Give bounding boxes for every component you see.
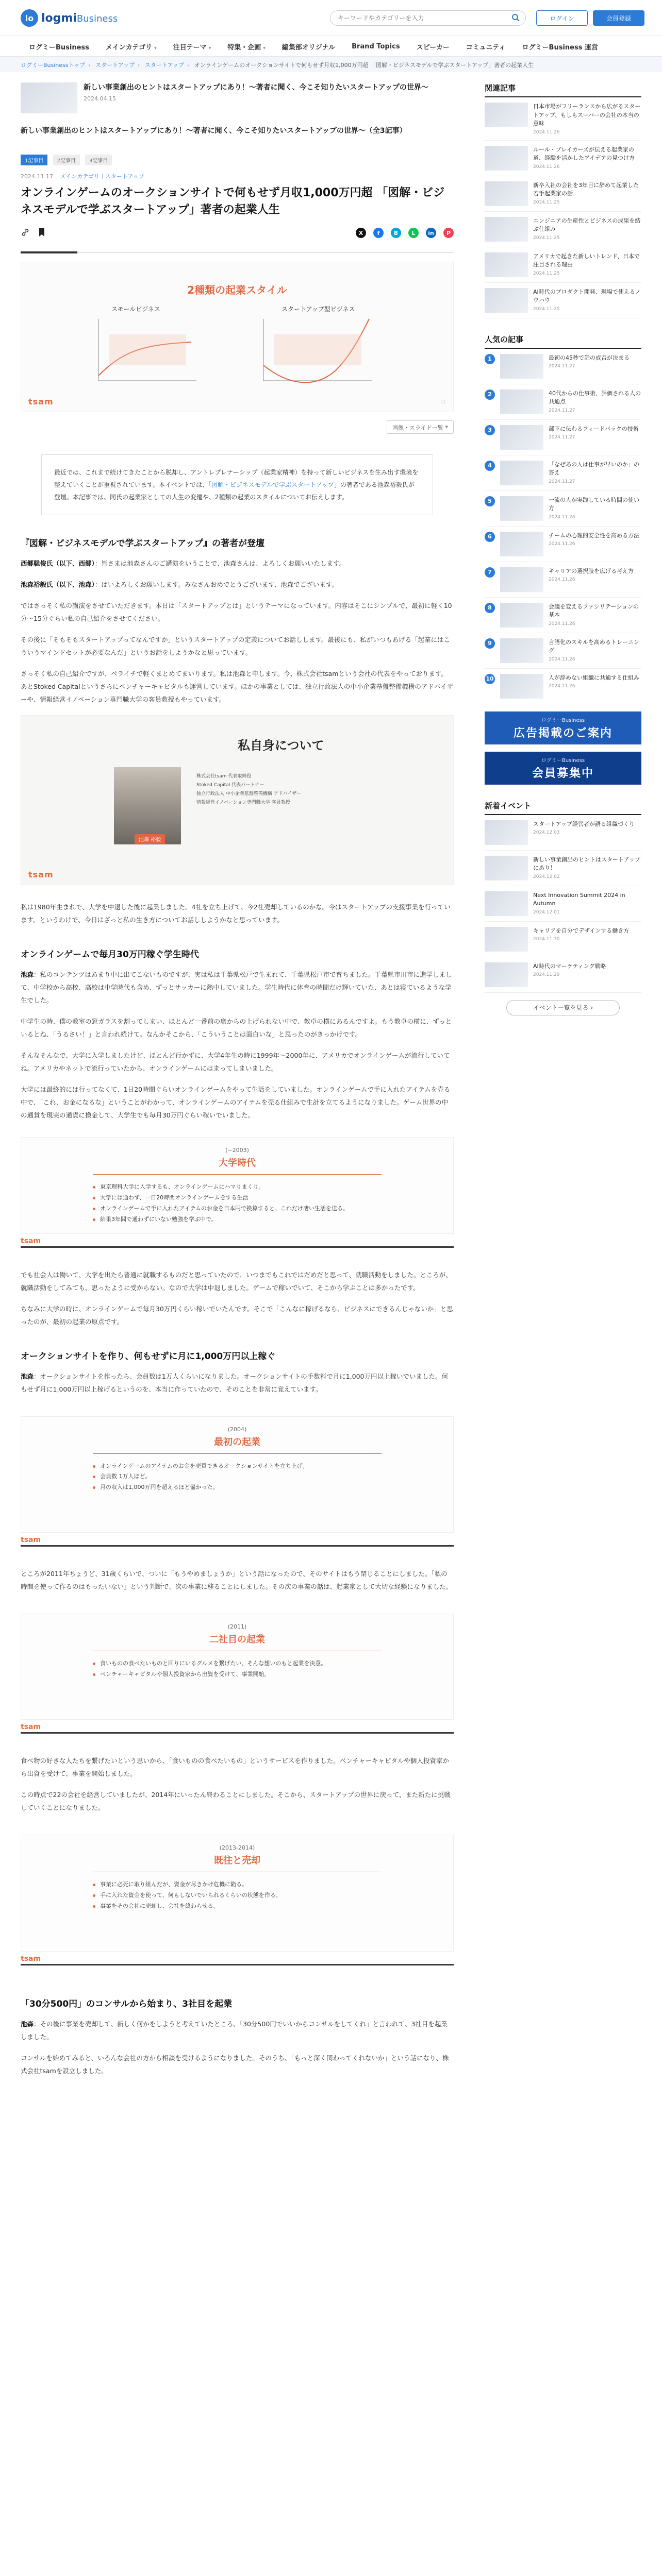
link-icon[interactable] — [21, 228, 30, 237]
tab-article-2[interactable]: 2記事目 — [53, 155, 80, 165]
events-item[interactable] — [485, 886, 641, 922]
slide-graphs — [21, 298, 454, 401]
speaker-name-tag: 池森 裕毅 — [135, 834, 165, 844]
chevron-down-icon: ▾ — [154, 45, 157, 51]
slide-title: 私自身について — [238, 738, 324, 753]
news-title[interactable]: ルール・ブレイカーズが伝える起業家の道、経験を活かしたアイデアの見つけ方 — [533, 146, 635, 161]
breadcrumb-current: オンラインゲームのオークションサイトで何もせず月収1,000万円超 「図解・ビジネスモデルで学ぶスタートアップ」著者の起業人生 — [194, 62, 534, 69]
search-icon[interactable] — [511, 13, 520, 22]
register-button[interactable]: 会員登録 — [593, 10, 644, 26]
thumbnail[interactable] — [500, 567, 543, 592]
tab-article-1[interactable]: 1記事目 — [21, 155, 47, 165]
article-column: 新しい事業創出のヒントはスタートアップにあり！～著者に聞く、今こそ知りたいスタートアップの世界～ 2024.04.15 新しい事業創出のヒントはスタートアップにあり！～著者に聞く、今こそ知りたいスタートアップの世界～（全3記事） 1記事目 2記事目 3記事目 2024.11.17 メインカテゴリ｜スタートアップ オンラインゲームのオークションサイトで何もせず月収1,000万円超 「図解・ビジネスモデルで学ぶスタートアップ」著者の起業人生 X f B L in P 2種類の起業スタイル スモールビジネス スタートアップ型ビジネス tsam ▢ 画像・スライド一覧 ▾ 最近では、これまで続けてきたことから脱却し、アントレプレナーシップ（起業家精神）を持って新しいビジネスを生み出す環境を整えていくことが重視されています。本イベントでは、「図解・ビジネスモデルで学ぶスタートアップ」の著者である池森裕毅氏が登壇。本記事では、同氏の起業家としての人生の変遷や、2種類の起業のスタイルについてお伝えします。 『図解・ビジネスモデルで学ぶスタートアップ』の著者が登壇 西郷聡俊氏（以下、西郷）：皆さまは池森さんのご講演をいうことで、池森さんは、よろしくお願いいたします。 池森裕毅氏（以下、池森）：はいよろしくお願いします。みなさんおめでとうございます、池森でございます。 ではさっそく私の講演をさせていただきます。本日は「スタートアップとは」というテーマになっています。内容はそこにシンプルで、最初に軽く10分～15分ぐらい私の自己紹介をさせてください。 その後に「そもそもスタートアップってなんですか」というスタートアップの定義についてお話しします。最後にも、私がいつもあげる「起業にはこういうマインドセットが必要なんだ」というお話をしようかなと思っています。 さっそく私の自己紹介ですが、ペライチで軽くまとめてまいります。私は池森と申します。今、株式会社tsamという会社の代表をやっております。あとStoked Capitalというさらにベンチャーキャピタルも運営しています。ほかの事業としては、独立行政法人の中小企業基盤整備機構のアドバイザーや、情報経営イノベーション専門職大学の客員教授もやっています。 私自身について 池森 裕毅 株式会社tsam 代表取締役 Stoked Capital 代表パートナー 独立行政法人 中小企業基盤整備機構 アドバイザー 情報経営イノベーション専門職大学 客員教授 tsam 私は1980年生まれで、大学を中退した後に起業しました。4社を立ち上げて、今2社売却しているのかな。今はスタートアップの支援事業を行っています。というわけで、今日はざっと私の生き方についてお話ししようかなと思っています。 オンラインゲームで毎月30万円稼ぐ学生時代 池森：私のコンテンツはあまり中に出てこないものですが、実は私は千葉県松戸で生まれて、千葉県松戸市で育ちました。千葉県市川市に進学しまして、中学校から高校、高校は中学時代も含め、ずっとサッカーに熱中していました。学生時代に体育の時間だけ輝いていた、あとは寝ているような学生でした。 中学生の時、僕の教室の窓ガラスを割ってしまい、ほとんど一番前の席からの上げられない中で、教卓の横にあるんですよ。もう教卓の横に、ずっといるとね、「うるさい！」と言われ続けて。なんかそこから、「こういうことは面白いな」と思ったのがきっかけです。 そんなそんなで、大学に入学しましたけど、ほとんど行かずに、大学4年生の時に1999年～2000年に、アメリカでオンラインゲームが流行していてね。アメリカやネットで流行っていたから、オンラインゲームにはまってしまいました。 大学には最終的には行ってなくて、1日20時間ぐらいオンラインゲームをやって生活をしていました。オンラインゲームで手に入れたアイテムを売る中で、「これ、お金になるな」ということがわかって、オンラインゲームのアイテムを売る仕組みで生計を立てるようになりました。ゲーム世界の中の通貨を現実の通貨に換金して、大学生でも毎月30万円ぐらい稼いでいました。 (~2003) 大学時代 東京理科大学に入学するも、オンラインゲームにハマりまくり。 大学には通わず、一日20時間オンラインゲームをする生活 オンラインゲームで手に入れたアイテムのお金を日本円で換算すると、これだけ凄い生活を送る。 結果3年間で通わずにいない勉強を学ぶ中で。 tsam でも社会人は働いて、大学を出たら普通に就職するものだと思っていたので、いつまでもこれではだめだと思って、就職活動をしました。ところが、就職活動をしてみても、思ったように受からない。なので大学は中退しました。ゲームで稼いでいて、そこから学ぶことは多かったです。 ちなみに大学の時に、オンラインゲームで毎月30万円くらい稼いでいたんです。そこで「こんなに稼げるなら、ビジネスにできるんじゃないか」と思ったのが、最初の起業の原点です。 オークションサイトを作り、何もせずに月に1,000万円以上稼ぐ 池森：オークションサイトを作ったら、会員数は1万人くらいになりました。オークションサイトの手数料で月に1,000万円以上稼いでいました。何もせず月に1,000万円以上稼げるというのを、本当に作っていたので、そのことを非常に覚えています。 (2004) 最初の起業 オンラインゲームのアイテムのお金を売買できるオークションサイトを立ち上げ。 会員数 1万人ほど。 月の収入は1,000万円を超えるほど儲かった。 tsam ところが2011年ちょうど、31歳くらいで、ついに「もうやめましょうか」という話になったので、そのサイトはもう閉じることにしました。「私の時間を使って作るのはもったいない」という判断で、次の事業に移ることにしました。その次の事業の話は、起業家として大切な経験になりました。 (2011) 二社目の起業 食いものの食べたいものと回りにいるグルメを繋げたい、そんな想いのもと起業を決意。 ベンチャーキャピタルや個人投資家から出資を受けて、事業開始。 tsam 食べ物の好きな人たちを繋げたいという思いから、「食いものの食べたいもの」というサービスを作りました。ベンチャーキャピタルや個人投資家から出資を受けて、事業を開始しました。 この時点で22の会社を経営していましたが、2014年にいったん終わることにしました。そこから、スタートアップの世界に戻って、また新たに挑戦していくことになりました。 (2013-2014) 既往と売却 事業に必死に取り組んだが、資金が尽きかけ危機に陥る。 手に入れた資金を使って、何もしないでいられるくらいの状態を作る。 事業をその会社に売却し、会社を終わらせる。 tsam 「30分500円」のコンサルから始まり、3社目を起業 池森：その後に事業を売却して、新しく何かをしようと考えていたところ、「30分500円でいいからコンサルをしてくれ」と言われて、3社目を起業しました。 コンサルを始めてみると、いろんな会社の方から相談を受けるようになりました。そのうち、「もっと深く関わってくれないか」という話になり、株式会社tsamを設立しました。 — [21, 83, 454, 2075]
popular-title[interactable]: 人が辞めない組織に共通する仕組み — [549, 674, 639, 681]
breadcrumb-bar — [0, 57, 662, 72]
search-input[interactable] — [330, 10, 526, 26]
breadcrumb-category[interactable]: スタートアップ — [95, 62, 135, 69]
article-date: 2024.11.17 — [21, 173, 53, 180]
share-row — [21, 226, 454, 241]
events-item[interactable] — [485, 922, 641, 957]
thumbnail[interactable] — [485, 146, 528, 171]
thumbnail[interactable] — [485, 103, 528, 127]
small-business-label: スモールビジネス — [111, 306, 160, 313]
chevron-down-icon: ▾ — [208, 45, 211, 51]
nav-item-0[interactable]: ログミーBusiness — [29, 43, 89, 52]
popular-title[interactable]: 40代からの仕事術、評価される人の共通点 — [549, 389, 641, 405]
news-item[interactable] — [485, 247, 641, 283]
logo-sub: Business — [76, 13, 118, 24]
rank-badge: 1 — [485, 354, 495, 364]
breadcrumb: ログミーBusinessトップ › スタートアップ › スタートアップ › オンラインゲームのオークションサイトで何もせず月収1,000万円超 「図解・ビジネスモデルで学ぶスタートアップ」著者の起業人生 — [21, 62, 534, 69]
main-nav — [0, 36, 662, 57]
rank-badge: 4 — [485, 461, 495, 471]
thumbnail[interactable] — [500, 354, 543, 379]
section-heading-2: オンラインゲームで毎月30万円稼ぐ学生時代 — [21, 950, 199, 960]
logo-mark: lo — [21, 9, 38, 27]
events-date: 2024.11.29 — [533, 972, 560, 977]
events-date: 2024.11.30 — [533, 937, 560, 942]
events-item[interactable] — [485, 815, 641, 851]
news-date: 2024.11.25 — [533, 270, 560, 276]
thumbnail[interactable] — [500, 638, 543, 663]
popular-articles-heading: 人気の記事 — [485, 334, 641, 349]
thumbnail[interactable] — [500, 389, 543, 414]
popular-date: 2024.11.26 — [549, 541, 575, 547]
breadcrumb-home[interactable]: ログミーBusinessトップ — [21, 62, 86, 69]
series-header[interactable] — [21, 82, 454, 121]
news-item[interactable] — [485, 141, 641, 176]
events-title[interactable]: スタートアップ経営者が語る組織づくり — [533, 820, 635, 827]
slide-two-styles[interactable]: 2種類の起業スタイル スモールビジネス スタートアップ型ビジネス tsam ▢ — [21, 262, 454, 412]
chevron-down-icon: ▾ — [263, 45, 266, 51]
thumbnail[interactable] — [500, 496, 543, 521]
news-title[interactable]: 日本市場がフリーランスから広がるスタートアップ、もしもスーパーの会社の本当の意味 — [533, 103, 641, 127]
news-date: 2024.11.25 — [533, 306, 560, 312]
popular-date: 2024.11.26 — [549, 621, 575, 626]
popular-date: 2024.11.26 — [549, 684, 575, 689]
thumbnail[interactable] — [500, 532, 543, 556]
popular-item[interactable] — [485, 491, 641, 527]
series-title[interactable]: 新しい事業創出のヒントはスタートアップにあり！～著者に聞く、今こそ知りたいスタートアップの世界～ — [84, 83, 428, 92]
nav-item-1[interactable]: メインカテゴリ ▾ — [105, 43, 157, 52]
linkedin-share-icon[interactable]: in — [426, 228, 436, 238]
timeline-second-startup[interactable]: (2011) 二社目の起業 食いものの食べたいものと回りにいるグルメを繋げたい、そんな想いのもと起業を決意。 ベンチャーキャピタルや個人投資家から出資を受けて、事業開始。 — [21, 1614, 454, 1720]
ad-banner-advertising[interactable]: ログミーBusiness 広告掲載のご案内 — [485, 711, 641, 744]
popular-date: 2024.11.27 — [549, 408, 575, 413]
news-item[interactable] — [485, 212, 641, 247]
line-share-icon[interactable]: L — [408, 228, 419, 238]
news-item[interactable] — [485, 283, 641, 318]
thumbnail[interactable] — [485, 856, 528, 880]
events-title[interactable]: AI時代のマーケティング戦略 — [533, 962, 606, 970]
slide-brand: tsam — [28, 397, 54, 406]
popular-item[interactable] — [485, 598, 641, 633]
hatena-share-icon[interactable]: B — [391, 228, 401, 238]
rank-badge: 6 — [485, 532, 495, 542]
bookmark-icon[interactable] — [38, 228, 45, 237]
thumbnail[interactable] — [485, 962, 528, 987]
thumbnail[interactable] — [500, 674, 543, 699]
popular-item[interactable] — [485, 633, 641, 669]
news-title[interactable]: アメリカで起きた新しいトレンド、日本で注目される理由 — [533, 252, 640, 268]
events-title[interactable]: キャリアを自分でデザインする働き方 — [533, 927, 630, 934]
news-title[interactable]: AI時代のプロダクト開発、現場で使えるノウハウ — [533, 288, 641, 303]
rank-badge: 7 — [485, 567, 495, 578]
rank-badge: 3 — [485, 425, 495, 435]
book-link[interactable]: 図解・ビジネスモデルで学ぶスタートアップ — [211, 481, 334, 488]
news-item[interactable] — [485, 97, 641, 141]
startup-label: スタートアップ型ビジネス — [282, 306, 355, 313]
facebook-share-icon[interactable]: f — [373, 228, 384, 238]
article-intro: 最近では、これまで続けてきたことから脱却し、アントレプレナーシップ（起業家精神）を持って新しいビジネスを生み出す環境を整えていくことが重視されています。本イベントでは、「図解・ビジネスモデルで学ぶスタートアップ」の著者である池森裕毅氏が登壇。本記事では、同氏の起業家としての人生の変遷や、2種類の起業のスタイルについてお伝えします。 — [41, 454, 433, 515]
nav-item-8[interactable]: ログミーBusiness 運営 — [522, 43, 598, 52]
series-thumbnail[interactable] — [21, 82, 77, 113]
thumbnail[interactable] — [485, 820, 528, 845]
nav-item-3[interactable]: 特集・企画 ▾ — [227, 43, 266, 52]
news-title[interactable]: エンジニアの生産性とビジネスの成果を結ぶ仕組み — [533, 217, 641, 232]
slide-title: 2種類の起業スタイル — [187, 284, 287, 296]
breadcrumb-subcategory[interactable]: スタートアップ — [144, 62, 184, 69]
pocket-share-icon[interactable]: P — [443, 228, 454, 238]
chevron-down-icon: ▾ — [445, 423, 448, 430]
tab-article-3[interactable]: 3記事目 — [85, 155, 112, 165]
related-articles-heading: 関連記事 — [485, 82, 641, 97]
news-date: 2024.11.26 — [533, 129, 560, 135]
events-date: 2024.12.03 — [533, 830, 560, 835]
rank-badge: 10 — [485, 674, 495, 684]
news-title[interactable]: 新卒入社の会社を3年目に辞めて起業した若手起業家の話 — [533, 181, 639, 197]
events-item[interactable] — [485, 851, 641, 886]
rank-badge: 9 — [485, 638, 495, 649]
popular-title[interactable]: 最初の45秒で話の成否が決まる — [549, 354, 630, 361]
series-tabs — [21, 155, 454, 165]
article-meta — [21, 172, 454, 180]
nav-item-5[interactable]: Brand Topics — [352, 42, 400, 50]
popular-date: 2024.11.27 — [549, 435, 575, 440]
popular-title[interactable]: 会議を変えるファシリテーションの基本 — [549, 603, 639, 618]
thumbnail[interactable] — [485, 927, 528, 952]
events-title[interactable]: Next Innovation Summit 2024 in Autumn — [533, 891, 625, 907]
thumbnail[interactable] — [500, 603, 543, 628]
popular-item[interactable] — [485, 349, 641, 384]
events-heading: 新着イベント — [485, 800, 641, 815]
article-category[interactable]: メインカテゴリ｜スタートアップ — [60, 173, 144, 180]
site-header — [0, 0, 662, 36]
popular-date: 2024.11.26 — [549, 577, 575, 582]
events-title[interactable]: 新しい事業創出のヒントはスタートアップにあり！ — [533, 856, 640, 871]
news-date: 2024.11.25 — [533, 235, 560, 241]
nav-item-7[interactable]: コミュニティ — [466, 43, 506, 52]
thumbnail[interactable] — [485, 891, 528, 916]
nav-item-4[interactable]: 編集部オリジナル — [282, 43, 336, 52]
rank-badge: 8 — [485, 603, 495, 613]
popular-item[interactable] — [485, 384, 641, 420]
thumbnail[interactable] — [485, 217, 528, 242]
series-link[interactable]: 新しい事業創出のヒントはスタートアップにあり！～著者に聞く、今こそ知りたいスタートアップの世界～（全3記事） — [21, 121, 454, 144]
logo-name: logmi — [41, 11, 77, 25]
section-divider — [21, 251, 454, 255]
thumbnail[interactable] — [485, 181, 528, 206]
timeline-university[interactable]: (~2003) 大学時代 東京理科大学に入学するも、オンラインゲームにハマりまくり。 大学には通わず、一日20時間オンラインゲームをする生活 オンラインゲームで手に入れたアイテムのお金を日本円で換算すると、これだけ凄い生活を送る。 結果3年間で通わずにいない勉強を学ぶ中で。 — [21, 1137, 454, 1234]
x-share-icon[interactable]: X — [356, 228, 366, 238]
chevron-right-icon: › — [590, 1004, 593, 1011]
news-date: 2024.11.26 — [533, 164, 560, 170]
popular-date: 2024.11.26 — [549, 514, 575, 520]
thumbnail[interactable] — [500, 425, 543, 450]
login-button[interactable]: ログイン — [536, 10, 588, 26]
popular-title[interactable]: 「なぜあの人は仕事が早いのか」の答え — [549, 461, 639, 476]
sidebar — [485, 82, 641, 1015]
popular-date: 2024.11.27 — [549, 479, 575, 484]
thumbnail[interactable] — [500, 461, 543, 485]
article-title: オンラインゲームのオークションサイトで何もせず月収1,000万円超 「図解・ビジネスモデルで学ぶスタートアップ」著者の起業人生 — [21, 187, 445, 216]
series-date: 2024.04.15 — [84, 95, 116, 102]
thumbnail[interactable] — [485, 252, 528, 277]
timeline-exit[interactable]: (2013-2014) 既往と売却 事業に必死に取り組んだが、資金が尽きかけ危機に陥る。 手に入れた資金を使って、何もしないでいられるくらいの状態を作る。 事業をその会社に売却し、会社を終わらせる。 — [21, 1835, 454, 1952]
popular-item[interactable] — [485, 669, 641, 704]
rank-badge: 2 — [485, 389, 495, 400]
popular-title[interactable]: 言語化のスキルを高めるトレーニング — [549, 638, 639, 654]
popular-title[interactable]: 部下に伝わるフィードバックの技術 — [549, 425, 639, 432]
startup-graph — [263, 319, 372, 382]
popular-title[interactable]: チームの心理的安全性を高める方法 — [549, 532, 639, 539]
speaker-photo — [114, 767, 181, 844]
logo[interactable] — [21, 9, 118, 27]
events-item[interactable] — [485, 957, 641, 993]
timeline-first-startup[interactable]: (2004) 最初の起業 オンラインゲームのアイテムのお金を売買できるオークションサイトを立ち上げ。 会員数 1万人ほど。 月の収入は1,000万円を超えるほど儲かった。 — [21, 1416, 454, 1533]
news-date: 2024.11.25 — [533, 199, 560, 205]
popular-item[interactable] — [485, 562, 641, 598]
section-heading-3: オークションサイトを作り、何もせずに月に1,000万円以上稼ぐ — [21, 1351, 276, 1362]
slide-about-me[interactable]: 私自身について 池森 裕毅 株式会社tsam 代表取締役 Stoked Capital 代表パートナー 独立行政法人 中小企業基盤整備機構 アドバイザー 情報経営イノベーション専門職大学 客員教授 tsam — [21, 715, 454, 885]
popular-item[interactable] — [485, 527, 641, 562]
events-date: 2024.12.02 — [533, 874, 560, 879]
nav-item-6[interactable]: スピーカー — [416, 43, 450, 52]
news-item[interactable] — [485, 176, 641, 212]
popular-title[interactable]: 一流の人が実践している時間の使い方 — [549, 496, 639, 512]
events-more-button[interactable]: イベント一覧を見る › — [506, 1000, 620, 1015]
events-date: 2024.12.01 — [533, 909, 560, 915]
section-heading-1: 『図解・ビジネスモデルで学ぶスタートアップ』の著者が登壇 — [21, 538, 264, 549]
slide-list-select[interactable]: 画像・スライド一覧 ▾ — [387, 420, 454, 434]
popular-date: 2024.11.26 — [549, 656, 575, 662]
rank-badge: 5 — [485, 496, 495, 506]
popular-item[interactable] — [485, 455, 641, 491]
nav-item-2[interactable]: 注目テーマ ▾ — [173, 43, 211, 52]
section-heading-4: 「30分500円」のコンサルから始まり、3社目を起業 — [21, 1998, 233, 2009]
thumbnail[interactable] — [485, 288, 528, 313]
popular-title[interactable]: キャリアの選択肢を広げる考え方 — [549, 567, 634, 574]
popular-item[interactable] — [485, 420, 641, 455]
ad-banner-membership[interactable]: ログミーBusiness 会員募集中 — [485, 752, 641, 785]
small-business-graph — [98, 319, 196, 381]
popular-date: 2024.11.27 — [549, 364, 575, 369]
